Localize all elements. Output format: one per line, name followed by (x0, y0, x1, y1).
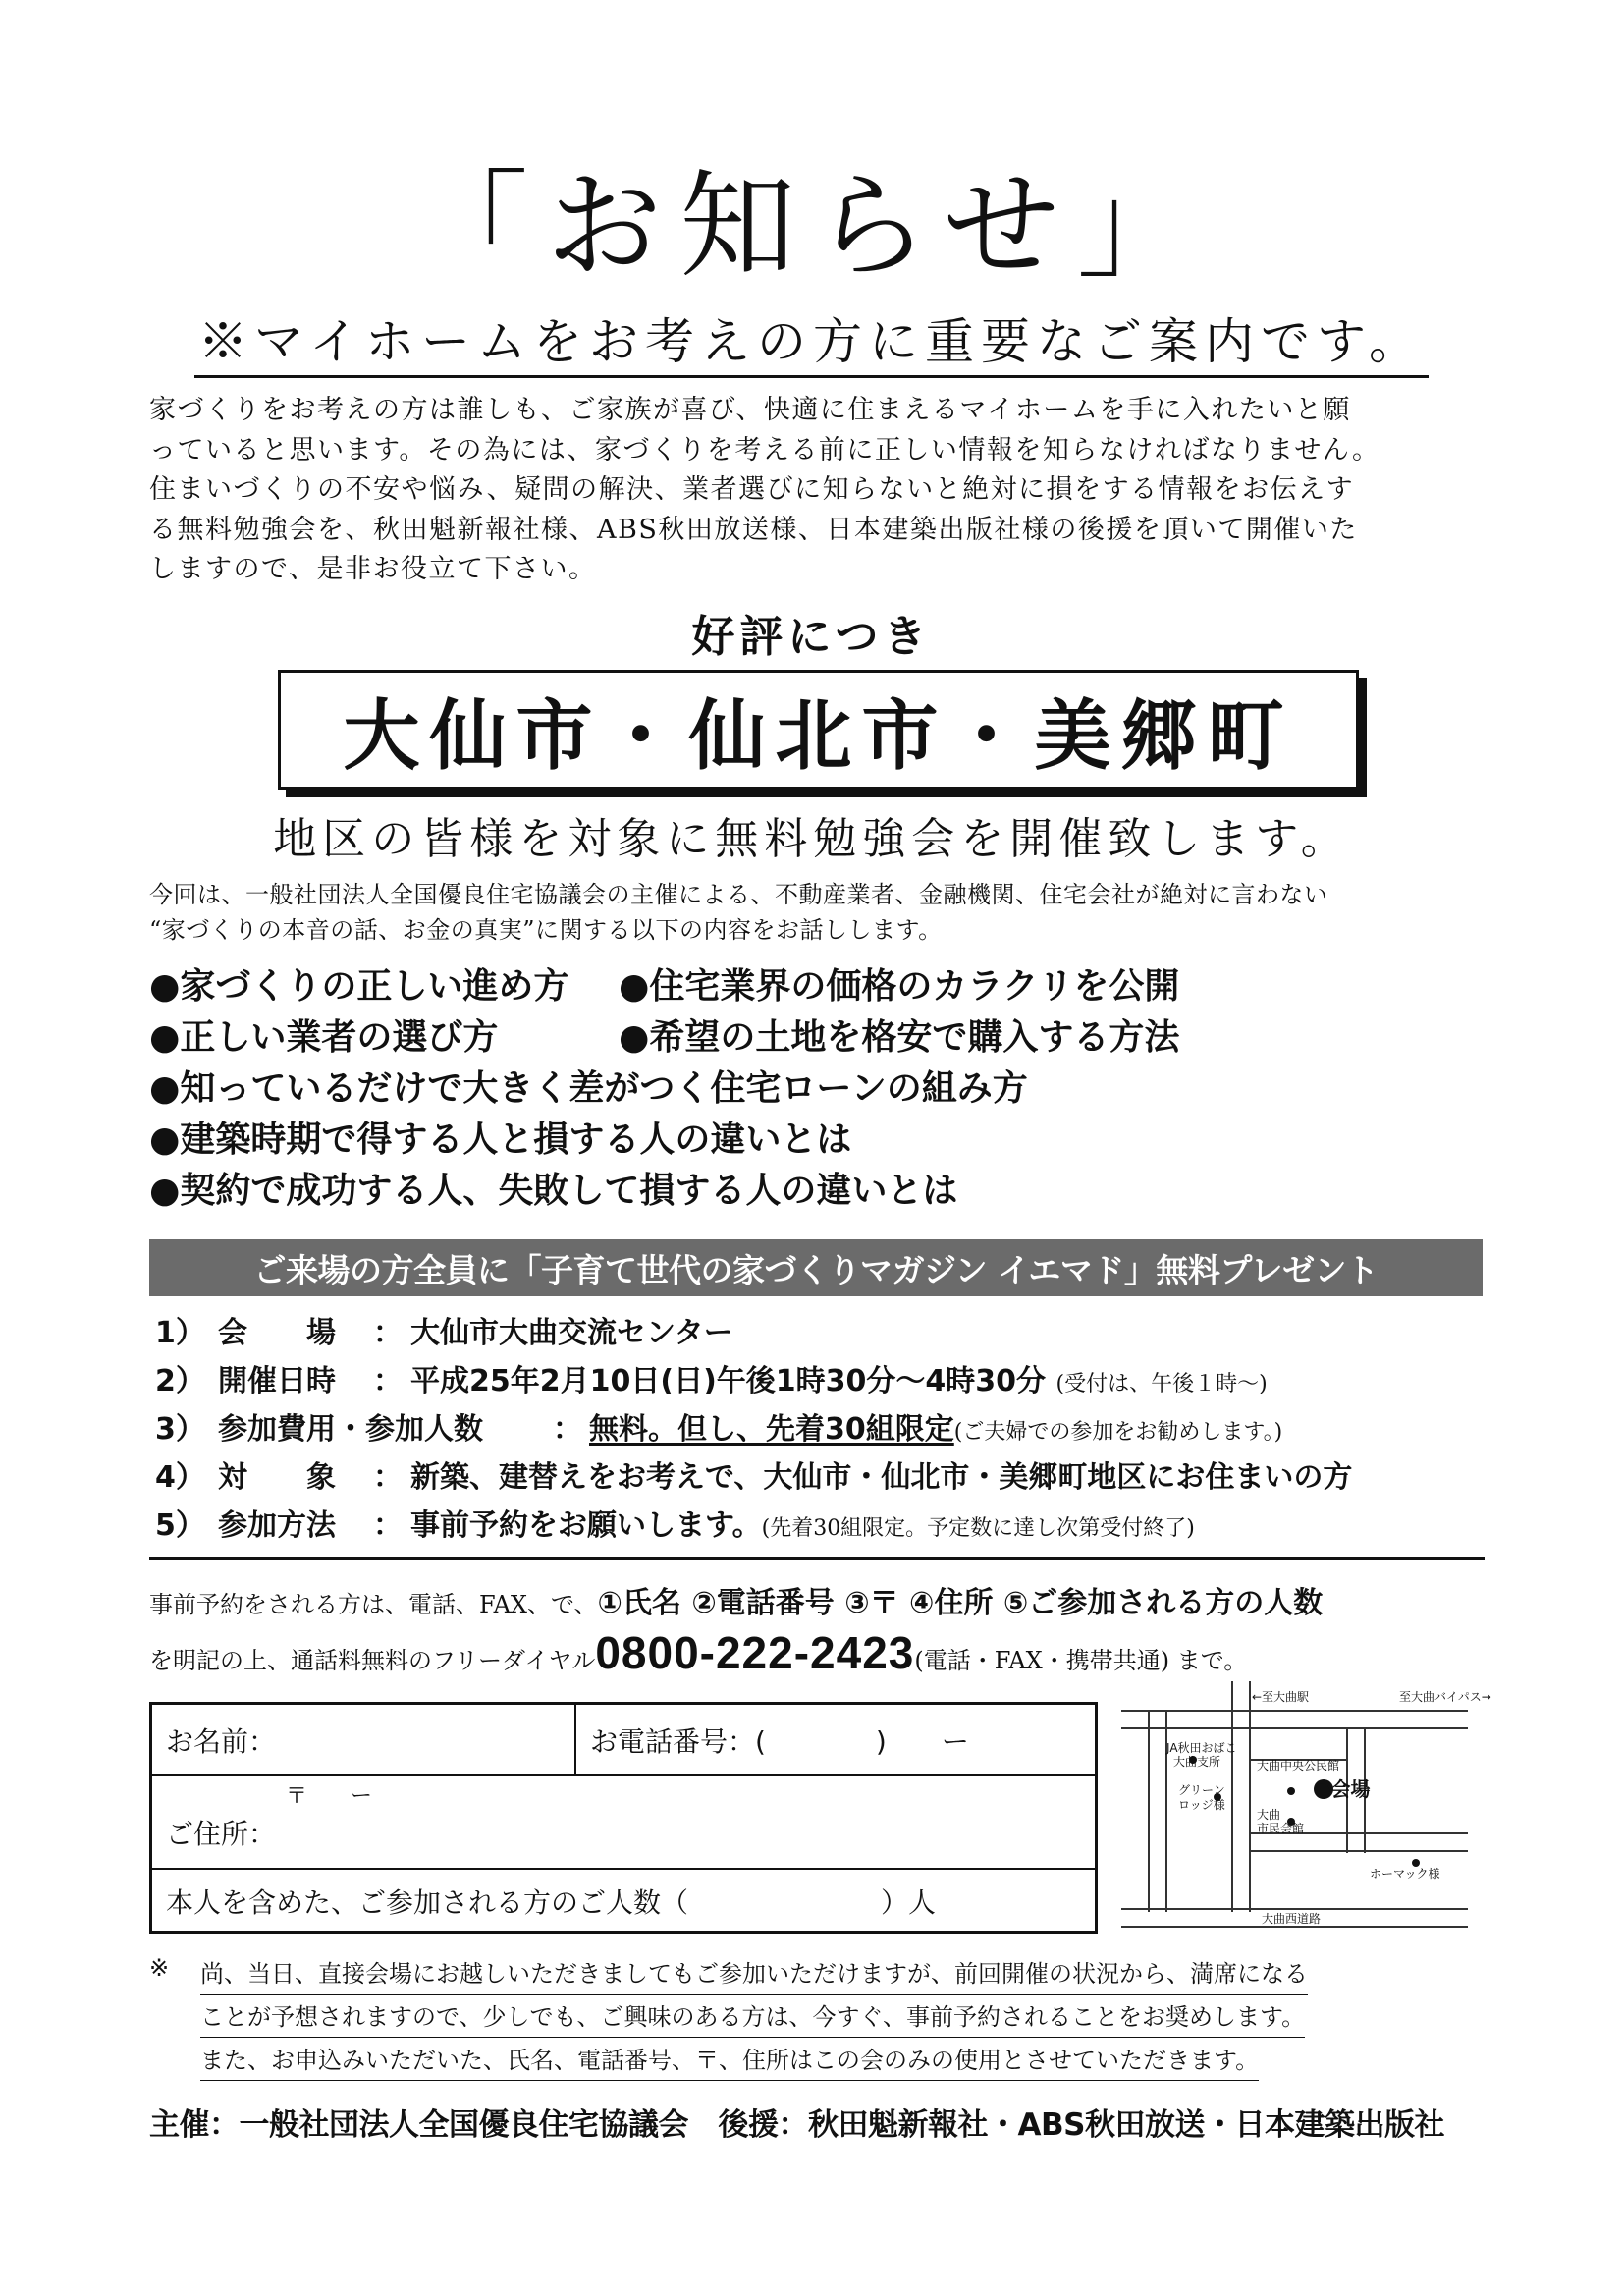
detail-note: (先着30組限定。予定数に達し次第受付終了) (761, 1516, 1195, 1541)
map-label-road: 大曲西道路 (1262, 1912, 1322, 1926)
reservation-suffix: (電話・FAX・携帯共通) まで。 (914, 1647, 1248, 1674)
map-label-station: ←至大曲駅 (1252, 1690, 1310, 1704)
reservation-items: ①氏名 ②電話番号 ③〒 ④住所 ⑤ご参加される方の人数 (597, 1586, 1324, 1620)
cities-heading: 大仙市・仙北市・美郷町 (343, 691, 1294, 781)
reservation-info (149, 1579, 1494, 1677)
detail-label: 参加方法 (218, 1508, 336, 1543)
reservation-prefix: 事前予約をされる方は、電話、FAX、で、 (149, 1591, 598, 1618)
detail-label: 開催日時 (218, 1364, 336, 1398)
map-label-omagari1: 大曲 (1257, 1808, 1281, 1822)
form-row-count (152, 1868, 1095, 1933)
form-row-address (152, 1774, 1095, 1870)
topic-item: ●家づくりの正しい進め方 (149, 965, 569, 1007)
page-subtitle: ※マイホームをお考えの方に重要なご案内です。 (194, 312, 1429, 378)
topic-item: ●知っているだけで大きく差がつく住宅ローンの組み方 (149, 1067, 1028, 1109)
detail-venue (155, 1309, 1490, 1357)
detail-method (155, 1502, 1490, 1550)
reservation-line (149, 1628, 1494, 1677)
note-line: 尚、当日、直接会場にお越しいただきましてもご参加いただけますが、前回開催の状況から、満席になる (200, 1954, 1308, 1995)
detail-date (155, 1357, 1490, 1405)
topic-row (149, 961, 1504, 1012)
detail-colon: ： (373, 1460, 403, 1495)
lead-line: “家づくりの本音の話、お金の真実”に関する以下の内容をお話しします。 (149, 916, 943, 944)
map-dot-homac (1412, 1859, 1420, 1867)
topic-row (149, 1115, 1504, 1166)
detail-colon: ： (553, 1412, 582, 1447)
intro-line: 住まいづくりの不安や悩み、疑問の解決、業者選びに知らないと絶対に損をする情報をお伝えす (149, 474, 1355, 505)
detail-value: 大仙市大曲交流センター (410, 1316, 733, 1350)
detail-value (589, 1405, 1282, 1456)
map-graphic (1119, 1681, 1491, 1937)
detail-value-text: 平成25年2月10日(日)午後1時30分～4時30分 (410, 1364, 1047, 1398)
intro-line: る無料勉強会を、秋田魁新報社様、ABS秋田放送様、日本建築出版社様の後援を頂いて開催いた (149, 514, 1358, 545)
map-label-ja2: 大曲支所 (1173, 1755, 1221, 1769)
topic-item: ●建築時期で得する人と損する人の違いとは (149, 1119, 852, 1160)
map-label-omagari2: 市民会館 (1257, 1822, 1305, 1835)
topic-item: ●契約で成功する人、失敗して損する人の違いとは (149, 1170, 958, 1211)
venue-map (1119, 1681, 1491, 1937)
map-label-venue: ●会場 (1314, 1777, 1371, 1801)
form-divider (574, 1705, 576, 1774)
detail-value-text: 事前予約をお願いします。 (410, 1508, 762, 1543)
detail-number: 2） (155, 1364, 205, 1398)
intro-paragraph (149, 391, 1492, 590)
topic-item: ●住宅業界の価格のカラクリを公開 (619, 965, 1180, 1007)
map-label-homac: ホーマック様 (1370, 1867, 1440, 1881)
map-label-hall: 大曲中央公民館 (1257, 1759, 1340, 1773)
map-label-green1: グリーン (1178, 1783, 1225, 1797)
topic-list (149, 961, 1504, 1217)
sponsor-line: 主催：一般社団法人全国優良住宅協議会 後援：秋田魁新報社・ABS秋田放送・日本建築出版社 (149, 2107, 1444, 2143)
application-form (149, 1702, 1098, 1934)
cities-box (278, 670, 1359, 790)
popular-label: 好評につき (691, 612, 932, 662)
map-label-ja: JA秋田おばこ (1166, 1741, 1237, 1755)
map-label-bypass: 至大曲バイパス→ (1399, 1690, 1491, 1704)
page-title: 「お知らせ」 (412, 158, 1211, 294)
address-field[interactable]: ご住所： (166, 1818, 277, 1850)
detail-number: 1） (155, 1316, 205, 1350)
intro-line: しますので、是非お役立て下さい。 (149, 554, 597, 584)
phone-field[interactable]: お電話番号：( ) ー (590, 1725, 969, 1758)
event-details (155, 1309, 1490, 1550)
notes-mark: ※ (149, 1954, 170, 1982)
lead-line: 今回は、一般社団法人全国優良住宅協議会の主催による、不動産業者、金融機関、住宅会社が絶対に言わない (149, 881, 1328, 908)
detail-number: 5） (155, 1508, 205, 1543)
present-banner-text: ご来場の方全員に「子育て世代の家づくりマガジン イエマド」無料プレゼント (253, 1250, 1379, 1289)
name-field[interactable]: お名前： (166, 1725, 277, 1758)
detail-colon: ： (373, 1364, 403, 1398)
topic-row (149, 1166, 1504, 1217)
section-divider (149, 1557, 1485, 1560)
attendee-count-field[interactable]: 本人を含めた、ご参加される方のご人数（ ）人 (166, 1886, 937, 1919)
detail-number: 4） (155, 1460, 205, 1495)
topic-row (149, 1064, 1504, 1115)
map-dot-hall (1287, 1787, 1295, 1795)
detail-value: 新築、建替えをお考えで、大仙市・仙北市・美郷町地区にお住まいの方 (410, 1460, 1353, 1495)
lead-paragraph (149, 877, 1494, 948)
note-line: ことが予想されますので、少しでも、ご興味のある方は、今すぐ、事前予約されることをお奨めします。 (200, 1997, 1305, 2038)
detail-label: 対 象 (218, 1460, 336, 1495)
postal-code-field[interactable]: 〒 ー (286, 1784, 373, 1809)
reservation-line (149, 1579, 1494, 1628)
note-line: また、お申込みいただいた、氏名、電話番号、〒、住所はこの会のみの使用とさせていただきます。 (200, 2041, 1259, 2081)
detail-value (410, 1502, 1195, 1553)
detail-label: 参加費用・参加人数 (218, 1412, 483, 1447)
detail-number: 3） (155, 1412, 205, 1447)
detail-fee (155, 1405, 1490, 1453)
detail-value-text: 無料。但し、先着30組限定 (589, 1412, 954, 1447)
present-banner (149, 1239, 1483, 1296)
target-heading: 地区の皆様を対象に無料勉強会を開催致します。 (273, 814, 1350, 864)
reservation-prefix: を明記の上、通話料無料のフリーダイヤル (149, 1647, 596, 1674)
detail-value (410, 1357, 1268, 1408)
form-row-name-phone (152, 1705, 1095, 1776)
detail-note: (ご夫婦での参加をお勧めします。) (953, 1420, 1283, 1445)
freedial-number[interactable]: 0800-222-2423 (595, 1627, 915, 1678)
topic-item: ●希望の土地を格安で購入する方法 (619, 1016, 1180, 1058)
map-label-green2: ロッジ様 (1178, 1798, 1225, 1812)
detail-colon: ： (373, 1316, 403, 1350)
intro-line: 家づくりをお考えの方は誰しも、ご家族が喜び、快適に住まえるマイホームを手に入れたいと願 (149, 395, 1351, 425)
detail-note: (受付は、午後１時～) (1055, 1372, 1268, 1396)
detail-colon: ： (373, 1508, 403, 1543)
topic-item: ●正しい業者の選び方 (149, 1016, 499, 1058)
detail-audience (155, 1453, 1490, 1502)
detail-label: 会 場 (218, 1316, 336, 1350)
topic-row (149, 1012, 1504, 1064)
intro-line: っていると思います。その為には、家づくりを考える前に正しい情報を知らなければなりません。 (149, 434, 1380, 465)
map-roads (1121, 1681, 1468, 1927)
subtitle-wrap (0, 312, 1623, 378)
